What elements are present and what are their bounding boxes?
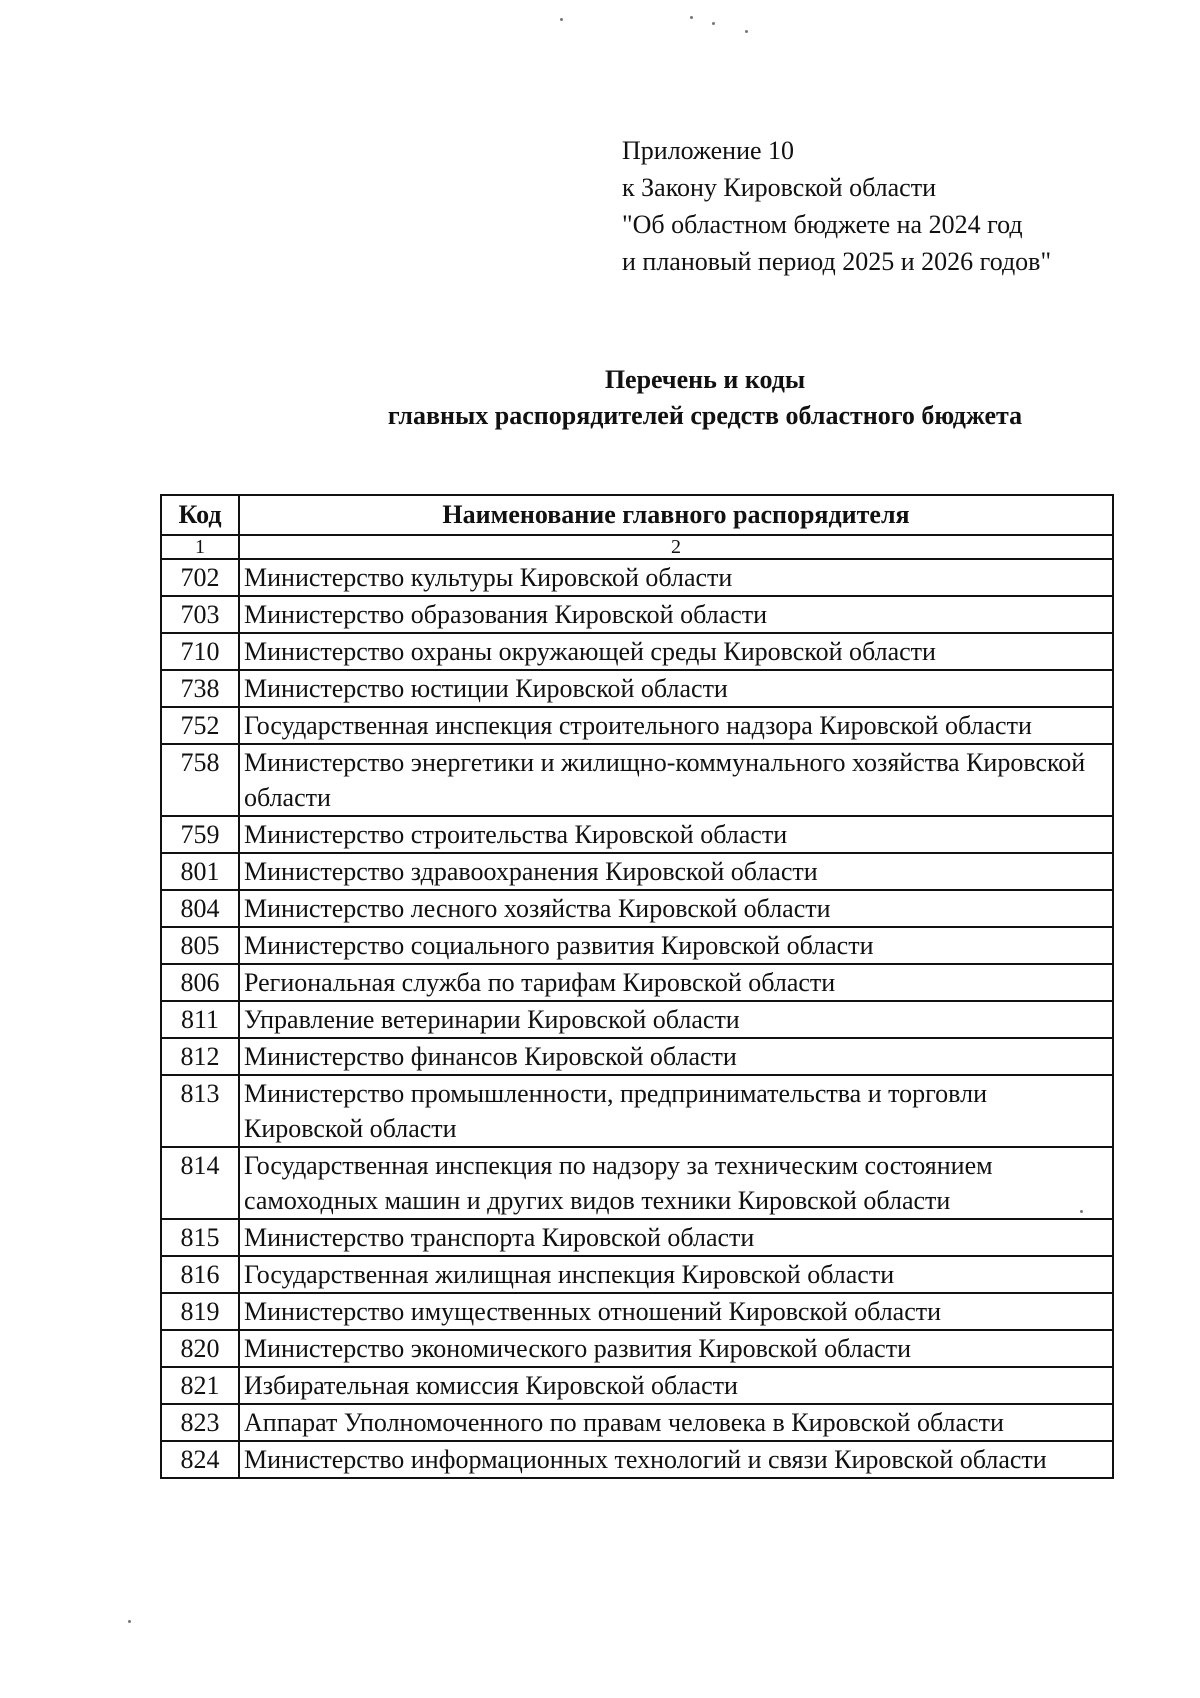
row-name: Управление ветеринарии Кировской области: [239, 1001, 1113, 1038]
table-row: [161, 853, 1113, 890]
row-name: Министерство промышленности, предпринимательства и торговли Кировской области: [239, 1075, 1113, 1147]
table-row: [161, 1293, 1113, 1330]
document-title: [0, 362, 1200, 434]
row-name: Министерство образования Кировской области: [239, 596, 1113, 633]
row-code: 823: [161, 1404, 239, 1441]
table-row: [161, 559, 1113, 596]
row-code: 819: [161, 1293, 239, 1330]
scan-speck: [690, 16, 693, 19]
table-row: [161, 707, 1113, 744]
row-code: 811: [161, 1001, 239, 1038]
table-row: [161, 1038, 1113, 1075]
appendix-note: [622, 132, 1051, 280]
row-code: 703: [161, 596, 239, 633]
row-code: 806: [161, 964, 239, 1001]
row-name: Министерство энергетики и жилищно-коммунального хозяйства Кировской области: [239, 744, 1113, 816]
table-row: [161, 890, 1113, 927]
row-name: Министерство экономического развития Кировской области: [239, 1330, 1113, 1367]
table-row: [161, 1330, 1113, 1367]
row-code: 820: [161, 1330, 239, 1367]
scan-speck: [560, 18, 563, 21]
scan-speck: [128, 1620, 131, 1623]
row-code: 801: [161, 853, 239, 890]
table-row: [161, 1367, 1113, 1404]
row-name: Министерство информационных технологий и связи Кировской области: [239, 1441, 1113, 1478]
table-row: [161, 1075, 1113, 1147]
row-code: 824: [161, 1441, 239, 1478]
row-code: 710: [161, 633, 239, 670]
row-name: Министерство строительства Кировской области: [239, 816, 1113, 853]
row-code: 702: [161, 559, 239, 596]
table-row: [161, 1147, 1113, 1219]
table-row: [161, 596, 1113, 633]
table-row: [161, 1001, 1113, 1038]
row-name: Региональная служба по тарифам Кировской области: [239, 964, 1113, 1001]
appendix-line-1: Приложение 10: [622, 136, 795, 165]
column-number-code: 1: [161, 535, 239, 559]
row-name: Министерство социального развития Кировской области: [239, 927, 1113, 964]
row-code: 804: [161, 890, 239, 927]
row-name: Государственная инспекция строительного надзора Кировской области: [239, 707, 1113, 744]
row-name: Министерство лесного хозяйства Кировской области: [239, 890, 1113, 927]
row-name: Государственная жилищная инспекция Кировской области: [239, 1256, 1113, 1293]
table-row: [161, 744, 1113, 816]
appendix-line-2: к Закону Кировской области: [622, 173, 936, 202]
row-code: 752: [161, 707, 239, 744]
title-line-2: главных распорядителей средств областного бюджета: [387, 401, 1023, 430]
row-code: 738: [161, 670, 239, 707]
row-name: Избирательная комиссия Кировской области: [239, 1367, 1113, 1404]
scan-speck: [745, 30, 748, 33]
row-code: 759: [161, 816, 239, 853]
scan-speck: [712, 22, 715, 25]
header-code: Код: [161, 495, 239, 535]
row-name: Министерство охраны окружающей среды Кировской области: [239, 633, 1113, 670]
table-row: [161, 1441, 1113, 1478]
appendix-line-4: и плановый период 2025 и 2026 годов": [622, 247, 1052, 276]
row-name: Министерство транспорта Кировской области: [239, 1219, 1113, 1256]
table-row: [161, 670, 1113, 707]
row-name: Министерство юстиции Кировской области: [239, 670, 1113, 707]
codes-table: [160, 494, 1114, 1479]
table-row: [161, 927, 1113, 964]
header-name: Наименование главного распорядителя: [239, 495, 1113, 535]
row-name: Министерство здравоохранения Кировской области: [239, 853, 1113, 890]
row-name: Министерство имущественных отношений Кировской области: [239, 1293, 1113, 1330]
row-name: Аппарат Уполномоченного по правам человека в Кировской области: [239, 1404, 1113, 1441]
table-row: [161, 1219, 1113, 1256]
scan-speck: [1080, 1210, 1083, 1213]
row-code: 813: [161, 1075, 239, 1147]
row-code: 805: [161, 927, 239, 964]
row-code: 815: [161, 1219, 239, 1256]
row-code: 821: [161, 1367, 239, 1404]
row-code: 758: [161, 744, 239, 816]
table-row: [161, 1404, 1113, 1441]
table-row: [161, 1256, 1113, 1293]
table-row: [161, 633, 1113, 670]
appendix-line-3: "Об областном бюджете на 2024 год: [622, 210, 1023, 239]
table-row: [161, 964, 1113, 1001]
table-header-row: [161, 495, 1113, 535]
row-code: 816: [161, 1256, 239, 1293]
column-number-row: [161, 535, 1113, 559]
row-name: Министерство финансов Кировской области: [239, 1038, 1113, 1075]
row-name: Государственная инспекция по надзору за техническим состоянием самоходных машин и других видов техники Кировской области: [239, 1147, 1113, 1219]
title-line-1: Перечень и коды: [604, 365, 806, 394]
column-number-name: 2: [239, 535, 1113, 559]
table-row: [161, 816, 1113, 853]
row-code: 814: [161, 1147, 239, 1219]
row-name: Министерство культуры Кировской области: [239, 559, 1113, 596]
row-code: 812: [161, 1038, 239, 1075]
